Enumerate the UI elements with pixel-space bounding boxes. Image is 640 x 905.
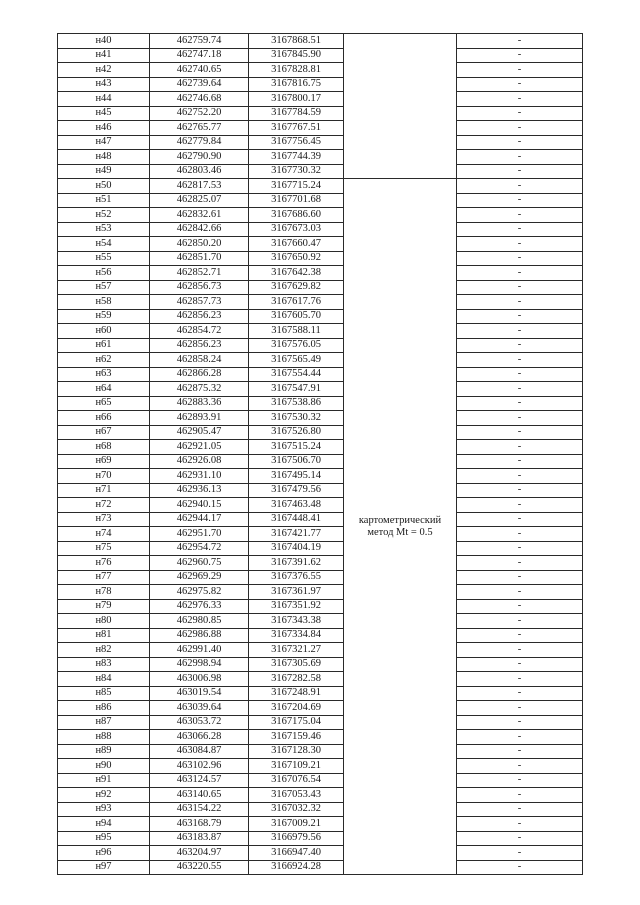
x-coordinate-cell: 462951.70 <box>150 527 249 542</box>
x-coordinate-cell: 462875.32 <box>150 382 249 397</box>
table-row <box>58 802 583 817</box>
y-coordinate-cell: 3166924.28 <box>249 860 344 875</box>
description-cell: - <box>457 831 583 846</box>
y-coordinate-cell: 3167526.80 <box>249 425 344 440</box>
table-row <box>58 150 583 165</box>
point-name-cell: н78 <box>58 585 150 600</box>
y-coordinate-cell: 3167463.48 <box>249 498 344 513</box>
point-name-cell: н61 <box>58 338 150 353</box>
description-cell: - <box>457 454 583 469</box>
point-name-cell: н48 <box>58 150 150 165</box>
description-cell: - <box>457 77 583 92</box>
y-coordinate-cell: 3167868.51 <box>249 34 344 49</box>
table-row <box>58 614 583 629</box>
y-coordinate-cell: 3167404.19 <box>249 541 344 556</box>
table-row <box>58 759 583 774</box>
table-row <box>58 701 583 716</box>
description-cell: - <box>457 672 583 687</box>
description-cell: - <box>457 614 583 629</box>
point-name-cell: н57 <box>58 280 150 295</box>
y-coordinate-cell: 3167448.41 <box>249 512 344 527</box>
description-cell: - <box>457 701 583 716</box>
point-name-cell: н71 <box>58 483 150 498</box>
table-row <box>58 773 583 788</box>
table-row <box>58 367 583 382</box>
point-name-cell: н85 <box>58 686 150 701</box>
description-cell: - <box>457 367 583 382</box>
x-coordinate-cell: 462975.82 <box>150 585 249 600</box>
point-name-cell: н79 <box>58 599 150 614</box>
point-name-cell: н65 <box>58 396 150 411</box>
method-line-2: метод Mt = 0.5 <box>367 526 433 538</box>
y-coordinate-cell: 3167343.38 <box>249 614 344 629</box>
description-cell: - <box>457 512 583 527</box>
description-cell: - <box>457 730 583 745</box>
description-cell: - <box>457 411 583 426</box>
description-cell: - <box>457 150 583 165</box>
x-coordinate-cell: 462969.29 <box>150 570 249 585</box>
x-coordinate-cell: 462790.90 <box>150 150 249 165</box>
y-coordinate-cell: 3167109.21 <box>249 759 344 774</box>
y-coordinate-cell: 3167053.43 <box>249 788 344 803</box>
y-coordinate-cell: 3167565.49 <box>249 353 344 368</box>
y-coordinate-cell: 3167515.24 <box>249 440 344 455</box>
y-coordinate-cell: 3167128.30 <box>249 744 344 759</box>
description-cell: - <box>457 425 583 440</box>
y-coordinate-cell: 3167701.68 <box>249 193 344 208</box>
description-cell: - <box>457 251 583 266</box>
x-coordinate-cell: 463006.98 <box>150 672 249 687</box>
description-cell: - <box>457 788 583 803</box>
y-coordinate-cell: 3167784.59 <box>249 106 344 121</box>
table-row <box>58 454 583 469</box>
x-coordinate-cell: 462852.71 <box>150 266 249 281</box>
table-row <box>58 382 583 397</box>
y-coordinate-cell: 3167530.32 <box>249 411 344 426</box>
description-cell: - <box>457 469 583 484</box>
y-coordinate-cell: 3167828.81 <box>249 63 344 78</box>
y-coordinate-cell: 3167642.38 <box>249 266 344 281</box>
point-name-cell: н63 <box>58 367 150 382</box>
x-coordinate-cell: 462842.66 <box>150 222 249 237</box>
x-coordinate-cell: 462740.65 <box>150 63 249 78</box>
point-name-cell: н54 <box>58 237 150 252</box>
table-row <box>58 730 583 745</box>
x-coordinate-cell: 462931.10 <box>150 469 249 484</box>
y-coordinate-cell: 3167744.39 <box>249 150 344 165</box>
y-coordinate-cell: 3166947.40 <box>249 846 344 861</box>
table-row <box>58 686 583 701</box>
y-coordinate-cell: 3166979.56 <box>249 831 344 846</box>
x-coordinate-cell: 462857.73 <box>150 295 249 310</box>
description-cell: - <box>457 570 583 585</box>
point-name-cell: н43 <box>58 77 150 92</box>
description-cell: - <box>457 63 583 78</box>
y-coordinate-cell: 3167816.75 <box>249 77 344 92</box>
description-cell: - <box>457 324 583 339</box>
y-coordinate-cell: 3167730.32 <box>249 164 344 179</box>
point-name-cell: н67 <box>58 425 150 440</box>
table-row <box>58 643 583 658</box>
description-cell: - <box>457 121 583 136</box>
table-row <box>58 280 583 295</box>
table-row <box>58 672 583 687</box>
y-coordinate-cell: 3167660.47 <box>249 237 344 252</box>
x-coordinate-cell: 462893.91 <box>150 411 249 426</box>
y-coordinate-cell: 3167321.27 <box>249 643 344 658</box>
table-row <box>58 585 583 600</box>
point-name-cell: н41 <box>58 48 150 63</box>
y-coordinate-cell: 3167629.82 <box>249 280 344 295</box>
description-cell: - <box>457 440 583 455</box>
x-coordinate-cell: 463102.96 <box>150 759 249 774</box>
description-cell: - <box>457 628 583 643</box>
table-row <box>58 846 583 861</box>
point-name-cell: н40 <box>58 34 150 49</box>
description-cell: - <box>457 483 583 498</box>
description-cell: - <box>457 599 583 614</box>
table-row <box>58 34 583 49</box>
description-cell: - <box>457 773 583 788</box>
method-cell-upper <box>344 34 457 179</box>
x-coordinate-cell: 462998.94 <box>150 657 249 672</box>
description-cell: - <box>457 295 583 310</box>
x-coordinate-cell: 463154.22 <box>150 802 249 817</box>
point-name-cell: н88 <box>58 730 150 745</box>
table-row <box>58 628 583 643</box>
point-name-cell: н73 <box>58 512 150 527</box>
description-cell: - <box>457 860 583 875</box>
point-name-cell: н75 <box>58 541 150 556</box>
description-cell: - <box>457 396 583 411</box>
x-coordinate-cell: 462986.88 <box>150 628 249 643</box>
y-coordinate-cell: 3167282.58 <box>249 672 344 687</box>
point-name-cell: н69 <box>58 454 150 469</box>
y-coordinate-cell: 3167686.60 <box>249 208 344 223</box>
table-row <box>58 295 583 310</box>
table-row <box>58 222 583 237</box>
description-cell: - <box>457 266 583 281</box>
table-row <box>58 396 583 411</box>
table-row <box>58 237 583 252</box>
y-coordinate-cell: 3167204.69 <box>249 701 344 716</box>
method-cell <box>344 179 457 875</box>
table-row <box>58 179 583 194</box>
table-row <box>58 309 583 324</box>
y-coordinate-cell: 3167756.45 <box>249 135 344 150</box>
y-coordinate-cell: 3167650.92 <box>249 251 344 266</box>
y-coordinate-cell: 3167361.97 <box>249 585 344 600</box>
y-coordinate-cell: 3167032.32 <box>249 802 344 817</box>
y-coordinate-cell: 3167009.21 <box>249 817 344 832</box>
point-name-cell: н96 <box>58 846 150 861</box>
point-name-cell: н68 <box>58 440 150 455</box>
y-coordinate-cell: 3167617.76 <box>249 295 344 310</box>
description-cell: - <box>457 106 583 121</box>
x-coordinate-cell: 462752.20 <box>150 106 249 121</box>
coordinates-table <box>57 33 583 875</box>
x-coordinate-cell: 462866.28 <box>150 367 249 382</box>
x-coordinate-cell: 462747.18 <box>150 48 249 63</box>
y-coordinate-cell: 3167800.17 <box>249 92 344 107</box>
description-cell: - <box>457 208 583 223</box>
x-coordinate-cell: 462746.68 <box>150 92 249 107</box>
y-coordinate-cell: 3167576.05 <box>249 338 344 353</box>
point-name-cell: н62 <box>58 353 150 368</box>
point-name-cell: н86 <box>58 701 150 716</box>
point-name-cell: н55 <box>58 251 150 266</box>
x-coordinate-cell: 462856.73 <box>150 280 249 295</box>
point-name-cell: н52 <box>58 208 150 223</box>
coordinates-table-body <box>58 34 583 875</box>
point-name-cell: н58 <box>58 295 150 310</box>
x-coordinate-cell: 462926.08 <box>150 454 249 469</box>
description-cell: - <box>457 846 583 861</box>
y-coordinate-cell: 3167495.14 <box>249 469 344 484</box>
x-coordinate-cell: 462954.72 <box>150 541 249 556</box>
table-row <box>58 193 583 208</box>
table-row <box>58 541 583 556</box>
y-coordinate-cell: 3167334.84 <box>249 628 344 643</box>
description-cell: - <box>457 193 583 208</box>
point-name-cell: н83 <box>58 657 150 672</box>
y-coordinate-cell: 3167248.91 <box>249 686 344 701</box>
x-coordinate-cell: 463019.54 <box>150 686 249 701</box>
point-name-cell: н45 <box>58 106 150 121</box>
table-row <box>58 599 583 614</box>
table-row <box>58 92 583 107</box>
x-coordinate-cell: 462856.23 <box>150 309 249 324</box>
point-name-cell: н87 <box>58 715 150 730</box>
table-row <box>58 164 583 179</box>
x-coordinate-cell: 463039.64 <box>150 701 249 716</box>
table-row <box>58 440 583 455</box>
description-cell: - <box>457 382 583 397</box>
x-coordinate-cell: 462858.24 <box>150 353 249 368</box>
x-coordinate-cell: 462803.46 <box>150 164 249 179</box>
point-name-cell: н44 <box>58 92 150 107</box>
x-coordinate-cell: 462817.53 <box>150 179 249 194</box>
x-coordinate-cell: 463220.55 <box>150 860 249 875</box>
point-name-cell: н60 <box>58 324 150 339</box>
x-coordinate-cell: 462991.40 <box>150 643 249 658</box>
table-row <box>58 788 583 803</box>
x-coordinate-cell: 463066.28 <box>150 730 249 745</box>
description-cell: - <box>457 817 583 832</box>
point-name-cell: н92 <box>58 788 150 803</box>
y-coordinate-cell: 3167588.11 <box>249 324 344 339</box>
table-row <box>58 556 583 571</box>
table-row <box>58 353 583 368</box>
x-coordinate-cell: 462921.05 <box>150 440 249 455</box>
description-cell: - <box>457 498 583 513</box>
x-coordinate-cell: 462976.33 <box>150 599 249 614</box>
point-name-cell: н97 <box>58 860 150 875</box>
y-coordinate-cell: 3167376.55 <box>249 570 344 585</box>
table-row <box>58 106 583 121</box>
x-coordinate-cell: 462851.70 <box>150 251 249 266</box>
table-row <box>58 831 583 846</box>
point-name-cell: н91 <box>58 773 150 788</box>
x-coordinate-cell: 462883.36 <box>150 396 249 411</box>
table-row <box>58 338 583 353</box>
table-row <box>58 469 583 484</box>
x-coordinate-cell: 462936.13 <box>150 483 249 498</box>
x-coordinate-cell: 463053.72 <box>150 715 249 730</box>
description-cell: - <box>457 759 583 774</box>
table-row <box>58 324 583 339</box>
x-coordinate-cell: 462765.77 <box>150 121 249 136</box>
description-cell: - <box>457 353 583 368</box>
table-row <box>58 121 583 136</box>
table-row <box>58 266 583 281</box>
table-row <box>58 860 583 875</box>
table-row <box>58 135 583 150</box>
description-cell: - <box>457 48 583 63</box>
y-coordinate-cell: 3167351.92 <box>249 599 344 614</box>
y-coordinate-cell: 3167538.86 <box>249 396 344 411</box>
y-coordinate-cell: 3167479.56 <box>249 483 344 498</box>
table-row <box>58 498 583 513</box>
table-row <box>58 63 583 78</box>
table-row <box>58 483 583 498</box>
x-coordinate-cell: 462739.64 <box>150 77 249 92</box>
y-coordinate-cell: 3167845.90 <box>249 48 344 63</box>
point-name-cell: н89 <box>58 744 150 759</box>
y-coordinate-cell: 3167421.77 <box>249 527 344 542</box>
point-name-cell: н46 <box>58 121 150 136</box>
x-coordinate-cell: 462854.72 <box>150 324 249 339</box>
y-coordinate-cell: 3167159.46 <box>249 730 344 745</box>
description-cell: - <box>457 135 583 150</box>
table-row <box>58 425 583 440</box>
description-cell: - <box>457 744 583 759</box>
point-name-cell: н90 <box>58 759 150 774</box>
point-name-cell: н95 <box>58 831 150 846</box>
x-coordinate-cell: 463204.97 <box>150 846 249 861</box>
y-coordinate-cell: 3167391.62 <box>249 556 344 571</box>
point-name-cell: н82 <box>58 643 150 658</box>
table-row <box>58 48 583 63</box>
point-name-cell: н76 <box>58 556 150 571</box>
point-name-cell: н77 <box>58 570 150 585</box>
table-row <box>58 657 583 672</box>
point-name-cell: н64 <box>58 382 150 397</box>
point-name-cell: н47 <box>58 135 150 150</box>
point-name-cell: н70 <box>58 469 150 484</box>
description-cell: - <box>457 686 583 701</box>
method-line-1: картометрический <box>358 514 442 526</box>
point-name-cell: н59 <box>58 309 150 324</box>
x-coordinate-cell: 462944.17 <box>150 512 249 527</box>
table-row <box>58 512 583 527</box>
point-name-cell: н80 <box>58 614 150 629</box>
y-coordinate-cell: 3167673.03 <box>249 222 344 237</box>
x-coordinate-cell: 462850.20 <box>150 237 249 252</box>
point-name-cell: н74 <box>58 527 150 542</box>
table-row <box>58 570 583 585</box>
x-coordinate-cell: 462980.85 <box>150 614 249 629</box>
x-coordinate-cell: 462779.84 <box>150 135 249 150</box>
y-coordinate-cell: 3167175.04 <box>249 715 344 730</box>
point-name-cell: н94 <box>58 817 150 832</box>
y-coordinate-cell: 3167554.44 <box>249 367 344 382</box>
y-coordinate-cell: 3167305.69 <box>249 657 344 672</box>
description-cell: - <box>457 309 583 324</box>
table-row <box>58 715 583 730</box>
x-coordinate-cell: 462759.74 <box>150 34 249 49</box>
description-cell: - <box>457 556 583 571</box>
description-cell: - <box>457 164 583 179</box>
point-name-cell: н81 <box>58 628 150 643</box>
point-name-cell: н84 <box>58 672 150 687</box>
table-row <box>58 744 583 759</box>
description-cell: - <box>457 657 583 672</box>
table-row <box>58 251 583 266</box>
x-coordinate-cell: 462832.61 <box>150 208 249 223</box>
x-coordinate-cell: 462905.47 <box>150 425 249 440</box>
description-cell: - <box>457 541 583 556</box>
point-name-cell: н66 <box>58 411 150 426</box>
x-coordinate-cell: 463168.79 <box>150 817 249 832</box>
point-name-cell: н72 <box>58 498 150 513</box>
y-coordinate-cell: 3167605.70 <box>249 309 344 324</box>
point-name-cell: н56 <box>58 266 150 281</box>
x-coordinate-cell: 462856.23 <box>150 338 249 353</box>
x-coordinate-cell: 463140.65 <box>150 788 249 803</box>
y-coordinate-cell: 3167076.54 <box>249 773 344 788</box>
x-coordinate-cell: 463124.57 <box>150 773 249 788</box>
x-coordinate-cell: 462960.75 <box>150 556 249 571</box>
description-cell: - <box>457 222 583 237</box>
point-name-cell: н49 <box>58 164 150 179</box>
description-cell: - <box>457 643 583 658</box>
description-cell: - <box>457 802 583 817</box>
y-coordinate-cell: 3167767.51 <box>249 121 344 136</box>
table-row <box>58 817 583 832</box>
y-coordinate-cell: 3167547.91 <box>249 382 344 397</box>
description-cell: - <box>457 237 583 252</box>
description-cell: - <box>457 92 583 107</box>
x-coordinate-cell: 463084.87 <box>150 744 249 759</box>
point-name-cell: н50 <box>58 179 150 194</box>
description-cell: - <box>457 280 583 295</box>
description-cell: - <box>457 527 583 542</box>
description-cell: - <box>457 179 583 194</box>
description-cell: - <box>457 338 583 353</box>
description-cell: - <box>457 34 583 49</box>
table-row <box>58 208 583 223</box>
y-coordinate-cell: 3167715.24 <box>249 179 344 194</box>
description-cell: - <box>457 715 583 730</box>
coordinates-sheet <box>57 33 581 875</box>
point-name-cell: н53 <box>58 222 150 237</box>
x-coordinate-cell: 462940.15 <box>150 498 249 513</box>
table-row <box>58 411 583 426</box>
description-cell: - <box>457 585 583 600</box>
y-coordinate-cell: 3167506.70 <box>249 454 344 469</box>
point-name-cell: н42 <box>58 63 150 78</box>
x-coordinate-cell: 463183.87 <box>150 831 249 846</box>
point-name-cell: н93 <box>58 802 150 817</box>
table-row <box>58 77 583 92</box>
point-name-cell: н51 <box>58 193 150 208</box>
table-row <box>58 527 583 542</box>
x-coordinate-cell: 462825.07 <box>150 193 249 208</box>
